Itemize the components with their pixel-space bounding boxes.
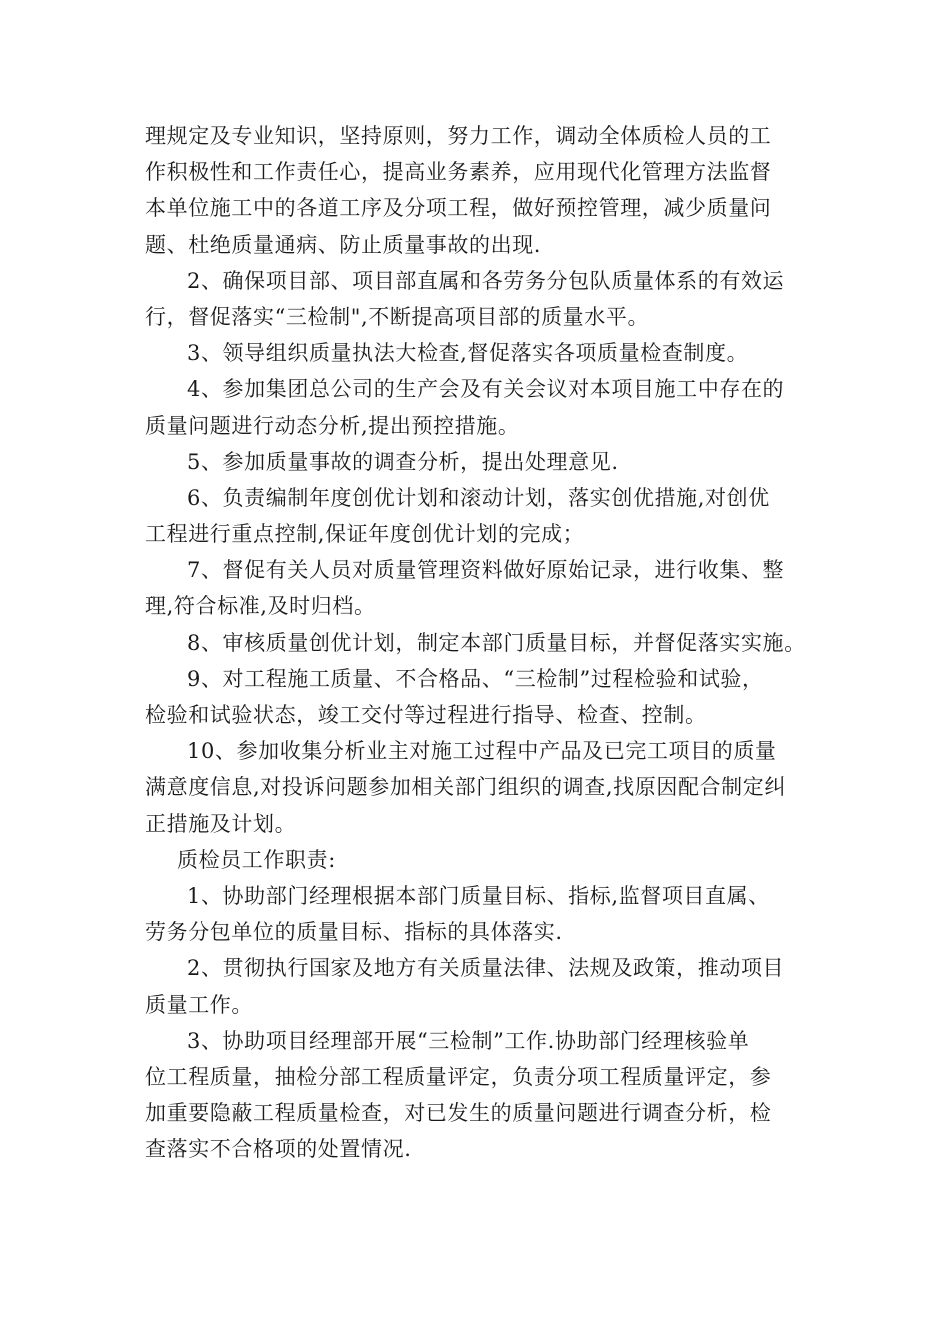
text-line: 5、参加质量事故的调查分析，提出处理意见. xyxy=(187,449,619,474)
text-line: 4、参加集团总公司的生产会及有关会议对本项目施工中存在的 xyxy=(187,377,785,402)
text-line: 劳务分包单位的质量目标、指标的具体落实. xyxy=(145,920,563,945)
text-line: 3、领导组织质量执法大检查,督促落实各项质量检查制度。 xyxy=(187,341,749,366)
text-line: 题、杜绝质量通病、防止质量事故的出现. xyxy=(145,232,542,257)
text-line: 加重要隐蔽工程质量检查，对已发生的质量问题进行调查分析，检 xyxy=(145,1101,772,1126)
text-line: 工程进行重点控制,保证年度创优计划的完成； xyxy=(145,522,585,547)
text-line: 行，督促落实“三检制",不断提高项目部的质量水平。 xyxy=(145,304,650,329)
text-line: 2、确保项目部、项目部直属和各劳务分包队质量体系的有效运 xyxy=(187,268,785,293)
text-line: 7、督促有关人员对质量管理资料做好原始记录，进行收集、整 xyxy=(187,558,785,583)
text-line: 本单位施工中的各道工序及分项工程，做好预控管理，减少质量问 xyxy=(145,196,772,221)
text-line: 正措施及计划。 xyxy=(145,811,297,836)
text-line: 质量问题进行动态分析,提出预控措施。 xyxy=(145,413,520,438)
text-line: 8、审核质量创优计划，制定本部门质量目标，并督促落实实施。 xyxy=(187,630,806,655)
text-line: 质量工作。 xyxy=(145,992,253,1017)
text-line: 1、协助部门经理根据本部门质量目标、指标,监督项目直属、 xyxy=(187,883,770,908)
text-line: 质检员工作职责: xyxy=(177,847,336,872)
text-line: 位工程质量，抽检分部工程质量评定，负责分项工程质量评定，参 xyxy=(145,1064,772,1089)
text-line: 检验和试验状态，竣工交付等过程进行指导、检查、控制。 xyxy=(145,703,707,727)
text-line: 作积极性和工作责任心，提高业务素养，应用现代化管理方法监督 xyxy=(145,160,772,185)
text-line: 理规定及专业知识，坚持原则，努力工作，调动全体质检人员的工 xyxy=(145,124,772,148)
text-line: 理,符合标准,及时归档。 xyxy=(145,594,376,619)
text-line: 9、对工程施工质量、不合格品、“三检制”过程检验和试验， xyxy=(187,666,764,691)
text-line: 查落实不合格项的处置情况. xyxy=(145,1137,412,1162)
document-body xyxy=(145,118,810,1167)
text-line: 3、协助项目经理部开展“三检制”工作.协助部门经理核验单 xyxy=(187,1028,750,1053)
text-line: 6、负责编制年度创优计划和滚动计划，落实创优措施,对创优 xyxy=(187,485,770,510)
text-line: 2、贯彻执行国家及地方有关质量法律、法规及政策，推动项目 xyxy=(187,956,785,981)
text-line: 满意度信息,对投诉问题参加相关部门组织的调查,找原因配合制定纠 xyxy=(145,775,786,800)
text-line: 10、参加收集分析业主对施工过程中产品及已完工项目的质量 xyxy=(187,739,777,764)
